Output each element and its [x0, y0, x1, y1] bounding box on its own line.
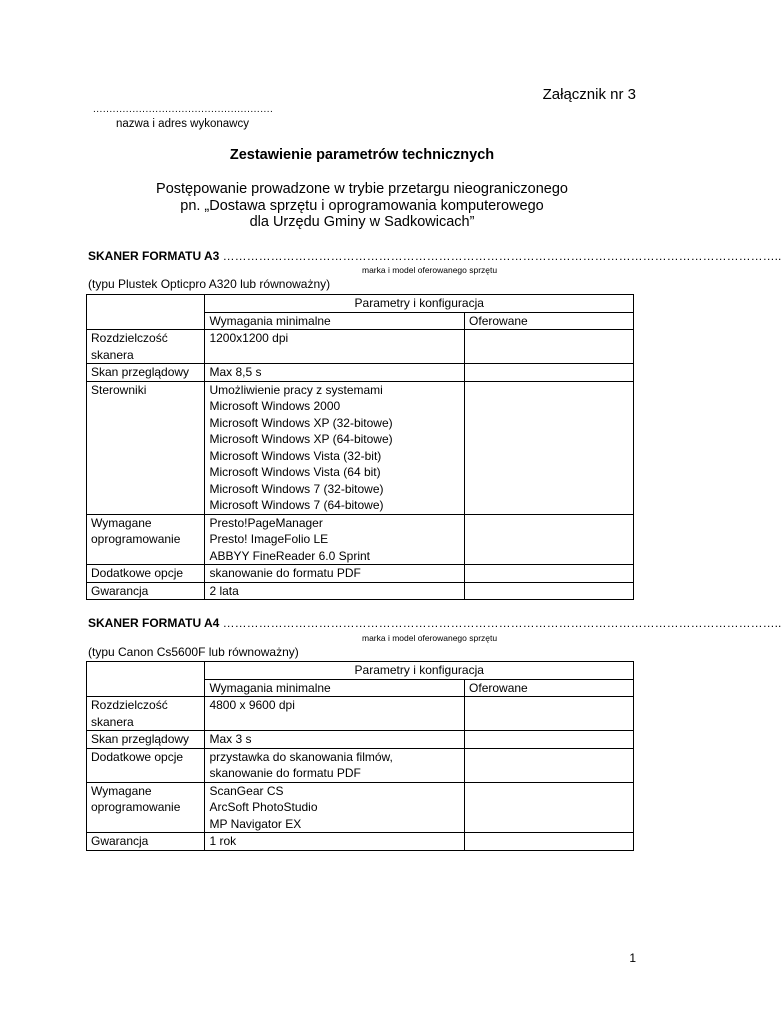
col-offered: Oferowane [465, 312, 634, 330]
offered-value-field[interactable] [465, 748, 634, 782]
param-value [205, 697, 465, 731]
param-value-line: 4800 x 9600 dpi [209, 698, 295, 712]
param-value-line: Max 3 s [209, 732, 252, 746]
param-value-line: Microsoft Windows XP (32-bitowe) [209, 415, 393, 430]
param-label [87, 364, 205, 382]
param-value-line: Microsoft Windows Vista (64 bit) [209, 465, 381, 479]
document-title: Zestawienie parametrów technicznych [229, 147, 495, 163]
param-label-line: Dodatkowe opcje [91, 566, 184, 580]
param-value [205, 364, 465, 382]
param-label [87, 697, 205, 731]
section-dots: ………………………………………………………………………………………………………………………….. [219, 249, 781, 263]
table-row [87, 565, 634, 583]
section-heading-a4 [88, 616, 781, 630]
table-row [87, 514, 634, 565]
param-value-line: Umożliwienie pracy z systemami [209, 382, 383, 397]
param-value-line: skanowanie do formatu PDF [209, 566, 361, 580]
param-label-line: Wymagane [91, 515, 152, 530]
table-header-row [87, 295, 634, 313]
param-value-line: MP Navigator EX [209, 816, 302, 831]
param-value-line: 1200x1200 dpi [209, 331, 289, 345]
param-value-line: ABBYY FineReader 6.0 Sprint [209, 548, 370, 563]
param-label-line: Wymagane [91, 783, 152, 798]
table-row [87, 748, 634, 782]
param-value-line: Microsoft Windows Vista (32-bit) [209, 448, 382, 463]
attachment-number: Załącznik nr 3 [542, 86, 636, 103]
param-value-line: Microsoft Windows 7 (64-bitowe) [209, 498, 384, 512]
table-row [87, 381, 634, 514]
param-label-line: oprogramowanie [91, 532, 181, 546]
param-value [205, 565, 465, 583]
brand-note: marka i model oferowanego sprzętu [362, 633, 498, 643]
table-row [87, 582, 634, 600]
param-label-line: skanera [91, 714, 134, 729]
col-min-requirements: Wymagania minimalne [205, 312, 465, 330]
param-value-line: Presto!PageManager [209, 515, 323, 530]
type-note: (typu Plustek Opticpro A320 lub równoważny) [88, 277, 331, 291]
procedure-description [0, 181, 724, 231]
offered-value-field[interactable] [465, 782, 634, 833]
page-number: 1 [629, 951, 636, 965]
param-value-line: ArcSoft PhotoStudio [209, 800, 318, 814]
param-value [205, 782, 465, 833]
table-row [87, 833, 634, 851]
param-label-line: skanera [91, 347, 134, 362]
param-value-line: Microsoft Windows XP (64-bitowe) [209, 432, 393, 446]
param-label-line: Dodatkowe opcje [91, 749, 184, 764]
param-label-line: Gwarancja [91, 834, 149, 848]
offered-value-field[interactable] [465, 514, 634, 565]
param-label-line: Rozdzielczość [91, 331, 168, 345]
table-row [87, 330, 634, 364]
param-value [205, 330, 465, 364]
offered-value-field[interactable] [465, 833, 634, 851]
params-header: Parametry i konfiguracja [205, 295, 634, 313]
table-row [87, 364, 634, 382]
spec-table-a4 [86, 661, 634, 851]
param-label [87, 514, 205, 565]
param-value [205, 381, 465, 514]
table-row [87, 782, 634, 833]
param-value-line: Microsoft Windows 2000 [209, 399, 341, 413]
section-heading-a3 [88, 249, 781, 263]
section-dots: ………………………………………………………………………………………………………………………….. [219, 616, 781, 630]
procedure-line-1: Postępowanie prowadzone w trybie przetargu nieograniczonego [156, 181, 568, 197]
table-row [87, 697, 634, 731]
type-note: (typu Canon Cs5600F lub równoważny) [88, 645, 299, 659]
param-value [205, 731, 465, 749]
contractor-dots: ....................................................... [93, 104, 274, 115]
empty-header-cell [87, 295, 205, 330]
offered-value-field[interactable] [465, 381, 634, 514]
param-label-line: Gwarancja [91, 583, 149, 598]
param-label-line: Rozdzielczość [91, 698, 168, 712]
param-label [87, 782, 205, 833]
spec-table-a3 [86, 294, 634, 600]
section-title: SKANER FORMATU A3 [88, 249, 220, 263]
param-value-line: 2 lata [209, 583, 239, 598]
param-value [205, 833, 465, 851]
offered-value-field[interactable] [465, 731, 634, 749]
param-value-line: Max 8,5 s [209, 365, 262, 379]
param-value [205, 582, 465, 600]
param-label-line: Sterowniki [91, 382, 147, 397]
col-offered: Oferowane [465, 679, 634, 697]
offered-value-field[interactable] [465, 330, 634, 364]
empty-header-cell [87, 662, 205, 697]
param-label [87, 582, 205, 600]
param-label [87, 565, 205, 583]
procedure-line-3: dla Urzędu Gminy w Sadkowicach” [249, 214, 475, 230]
table-header-row [87, 662, 634, 680]
param-value-line: 1 rok [209, 834, 237, 848]
params-header: Parametry i konfiguracja [205, 662, 634, 680]
offered-value-field[interactable] [465, 582, 634, 600]
brand-note: marka i model oferowanego sprzętu [362, 265, 498, 275]
table-row [87, 731, 634, 749]
procedure-line-2: pn. „Dostawa sprzętu i oprogramowania komputerowego [180, 197, 544, 214]
offered-value-field[interactable] [465, 364, 634, 382]
param-value [205, 514, 465, 565]
param-value-line: przystawka do skanowania filmów, [209, 749, 393, 764]
param-label-line: Skan przeglądowy [91, 365, 190, 379]
offered-value-field[interactable] [465, 697, 634, 731]
offered-value-field[interactable] [465, 565, 634, 583]
param-label [87, 748, 205, 782]
param-value-line: Microsoft Windows 7 (32-bitowe) [209, 481, 384, 496]
param-label [87, 381, 205, 514]
param-label-line: oprogramowanie [91, 800, 181, 814]
param-label [87, 731, 205, 749]
param-label [87, 833, 205, 851]
param-label-line: Skan przeglądowy [91, 732, 190, 746]
section-title: SKANER FORMATU A4 [88, 616, 220, 630]
param-value-line: skanowanie do formatu PDF [209, 766, 361, 780]
param-value-line: Presto! ImageFolio LE [209, 532, 329, 546]
param-label [87, 330, 205, 364]
col-min-requirements: Wymagania minimalne [205, 679, 465, 697]
contractor-label: nazwa i adres wykonawcy [116, 118, 249, 130]
param-value [205, 748, 465, 782]
param-value-line: ScanGear CS [209, 783, 284, 798]
